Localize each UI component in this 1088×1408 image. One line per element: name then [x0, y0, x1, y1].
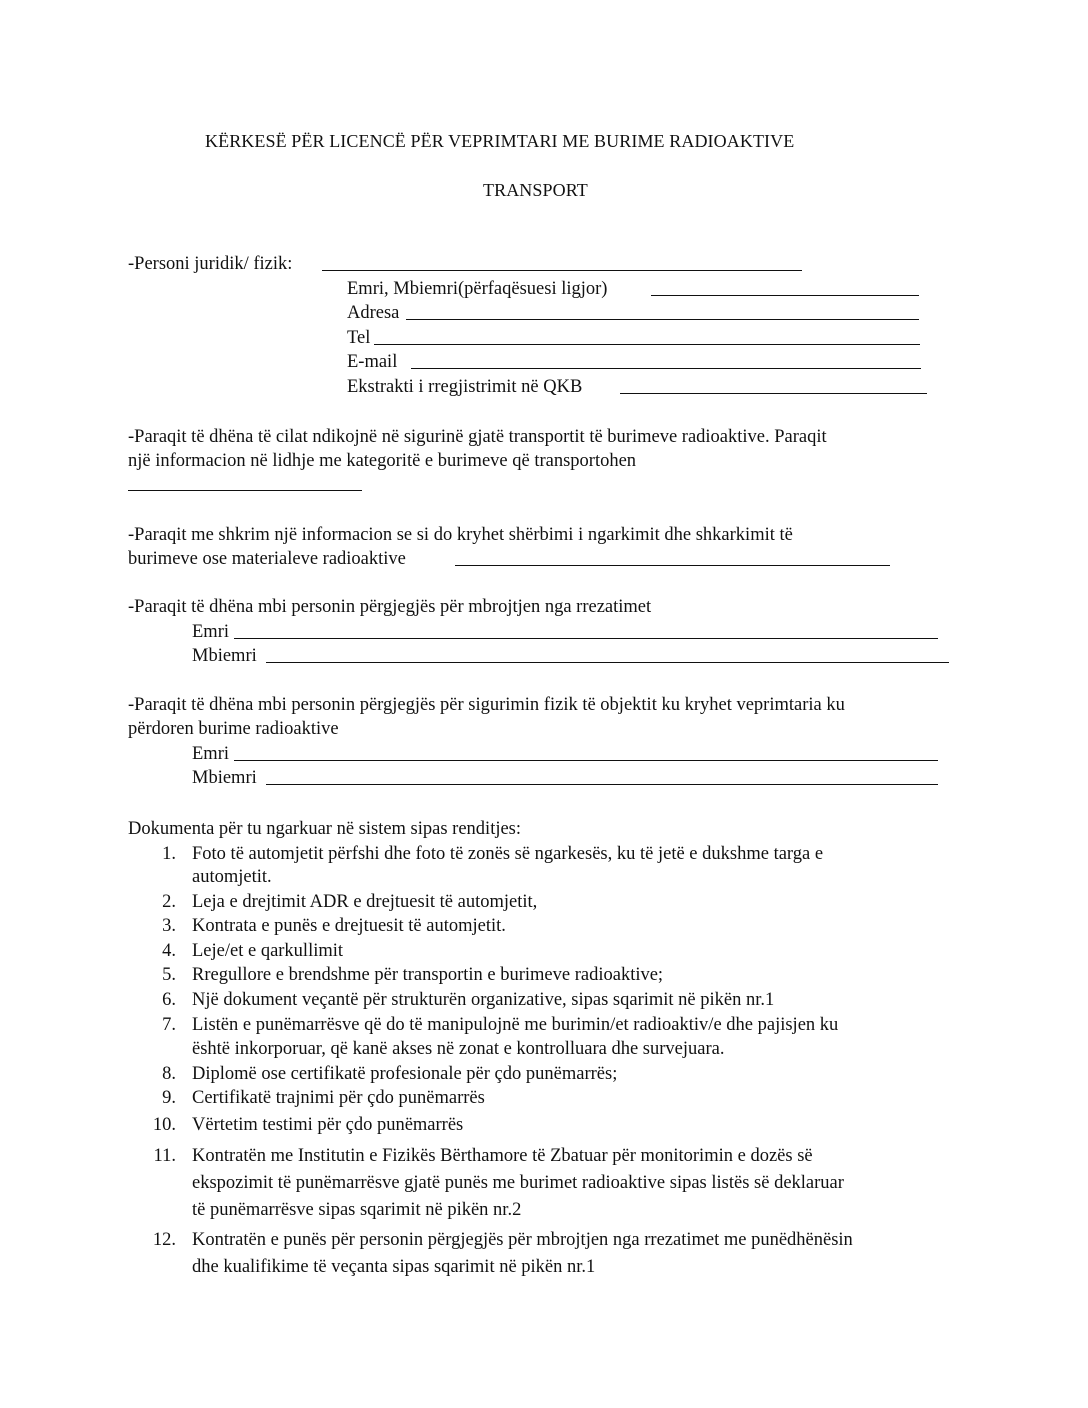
tel-line[interactable]	[374, 344, 920, 345]
security-name-line[interactable]	[234, 760, 938, 761]
doc-item-text: automjetit.	[192, 867, 272, 887]
doc-item-text: Foto të automjetit përfshi dhe foto të zonës së ngarkesës, ku të jetë e dukshme targa e	[192, 844, 824, 864]
doc-item-text: të punëmarrësve sipas sqarimit në pikën nr.2	[192, 1200, 522, 1220]
doc-item-text: Vërtetim testimi për çdo punëmarrës	[192, 1115, 464, 1135]
doc-item-number: 6.	[162, 990, 176, 1010]
doc-item-number: 10.	[152, 1115, 176, 1135]
radiation-surname-line[interactable]	[266, 662, 949, 663]
doc-item-text: Leje/et e qarkullimit	[192, 941, 344, 961]
security-text-line2: përdoren burime radioaktive	[128, 719, 339, 739]
doc-item-text: Diplomë ose certifikatë profesionale për çdo punëmarrës;	[192, 1064, 618, 1084]
loading-text-line2: burimeve ose materialeve radioaktive	[128, 549, 406, 569]
doc-item-text: Kontrata e punës e drejtuesit të automjetit.	[192, 916, 506, 936]
safety-text-line2: një informacion në lidhje me kategoritë e burimeve që transportohen	[128, 451, 637, 471]
email-line[interactable]	[411, 368, 921, 369]
doc-item-number: 12.	[152, 1230, 176, 1250]
security-text-line1: -Paraqit të dhëna mbi personin përgjegjës për sigurimin fizik të objektit ku kryhet veprimtaria ku	[128, 695, 845, 715]
doc-item-number: 5.	[162, 965, 176, 985]
loading-line[interactable]	[455, 565, 890, 566]
applicant-line[interactable]	[322, 270, 802, 271]
email-label: E-mail	[347, 352, 398, 372]
doc-item-text: Një dokument veçantë për strukturën organizative, sipas sqarimit në pikën nr.1	[192, 990, 775, 1010]
doc-item-text: Certifikatë trajnimi për çdo punëmarrës	[192, 1088, 485, 1108]
doc-item-number: 9.	[162, 1088, 176, 1108]
doc-item-text: Leja e drejtimit ADR e drejtuesit të automjetit,	[192, 892, 538, 912]
legal-rep-label: Emri, Mbiemri(përfaqësuesi ligjor)	[347, 279, 608, 299]
safety-text-line1: -Paraqit të dhëna të cilat ndikojnë në sigurinë gjatë transportit të burimeve radioaktive. Paraqit	[128, 427, 827, 447]
safety-line[interactable]	[128, 490, 362, 491]
doc-item-text: është inkorporuar, që kanë akses në zonat e kontrolluara dhe survejuara.	[192, 1039, 725, 1059]
address-line[interactable]	[406, 319, 919, 320]
doc-item-number: 8.	[162, 1064, 176, 1084]
radiation-heading: -Paraqit të dhëna mbi personin përgjegjës për mbrojtjen nga rrezatimet	[128, 597, 652, 617]
page-subtitle: TRANSPORT	[483, 180, 588, 200]
page-title: KËRKESË PËR LICENCË PËR VEPRIMTARI ME BURIME RADIOAKTIVE	[205, 131, 795, 151]
doc-item-text: dhe kualifikime të veçanta sipas sqarimit në pikën nr.1	[192, 1257, 596, 1277]
loading-text-line1: -Paraqit me shkrim një informacion se si do kryhet shërbimi i ngarkimit dhe shkarkimit të	[128, 525, 793, 545]
radiation-name-label: Emri	[192, 622, 229, 642]
tel-label: Tel	[347, 328, 371, 348]
security-surname-label: Mbiemri	[192, 768, 257, 788]
applicant-label: -Personi juridik/ fizik:	[128, 254, 293, 274]
doc-item-text: Kontratën e punës për personin përgjegjës për mbrojtjen nga rrezatimet me punëdhënësin	[192, 1230, 853, 1250]
radiation-name-line[interactable]	[234, 638, 938, 639]
security-surname-line[interactable]	[266, 784, 938, 785]
doc-item-number: 7.	[162, 1015, 176, 1035]
qkb-label: Ekstrakti i rregjistrimit në QKB	[347, 377, 583, 397]
doc-item-number: 3.	[162, 916, 176, 936]
doc-item-text: ekspozimit të punëmarrësve gjatë punës me burimet radioaktive sipas listës së deklaruar	[192, 1173, 844, 1193]
security-name-label: Emri	[192, 744, 229, 764]
doc-item-number: 4.	[162, 941, 176, 961]
doc-item-text: Kontratën me Institutin e Fizikës Bërthamore të Zbatuar për monitorimin e dozës së	[192, 1146, 813, 1166]
doc-item-text: Listën e punëmarrësve që do të manipulojnë me burimin/et radioaktiv/e dhe pajisjen ku	[192, 1015, 839, 1035]
radiation-surname-label: Mbiemri	[192, 646, 257, 666]
documents-heading: Dokumenta për tu ngarkuar në sistem sipas renditjes:	[128, 819, 522, 839]
legal-rep-line[interactable]	[651, 295, 919, 296]
address-label: Adresa	[347, 303, 400, 323]
doc-item-number: 11.	[153, 1146, 176, 1166]
qkb-line[interactable]	[620, 393, 927, 394]
doc-item-text: Rregullore e brendshme për transportin e burimeve radioaktive;	[192, 965, 664, 985]
doc-item-number: 1.	[162, 844, 176, 864]
doc-item-number: 2.	[162, 892, 176, 912]
